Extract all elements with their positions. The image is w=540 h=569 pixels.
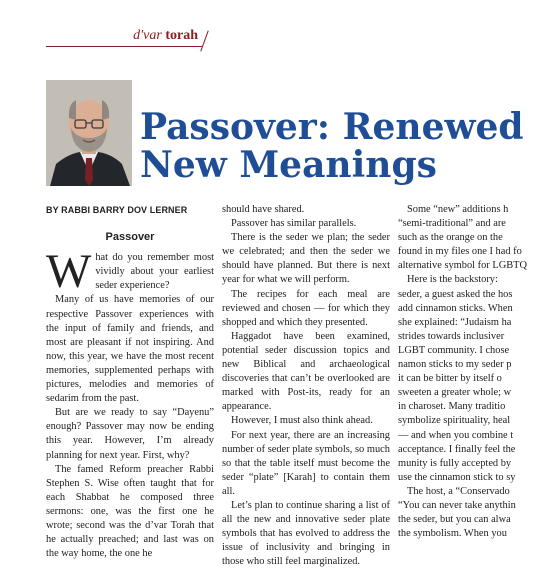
column-3-line: the seder, but you can alwa xyxy=(398,514,511,526)
column-3-line: symbolize spirituality, heal xyxy=(398,415,511,427)
byline: BY RABBI BARRY DOV LERNER xyxy=(46,205,188,215)
column-3-line: — and when you combine t xyxy=(398,429,514,441)
column-3-line: The host, a “Conservado xyxy=(407,485,510,497)
column-3-line: in charoset. Many traditio xyxy=(398,401,506,413)
column-3-line: add cinnamon sticks. When xyxy=(398,302,513,314)
paragraph: But are we ready to say “Dayenu” enough? Passover may now be ending this year. However, I’m already planning for next year. First, why? xyxy=(46,407,214,461)
column-3-line: alternative symbol for LGBTQ xyxy=(398,260,527,272)
column-3-line: such as the orange on the xyxy=(398,232,503,244)
column-3-line: found in my files one I had fo xyxy=(398,246,522,258)
column-3 xyxy=(398,203,528,541)
paragraph: For next year, there are an increasing number of seder plate symbols, so much so that the table itself must become the seder “plate” [Karah] to contain them all. xyxy=(222,429,390,497)
headline-line-2: New Meanings xyxy=(140,144,437,186)
column-3-line: “semi-traditional” and are xyxy=(398,218,506,230)
column-3-line: munity is fully accepted by xyxy=(398,457,512,469)
paragraph: However, I must also think ahead. xyxy=(231,415,373,427)
header-rule xyxy=(46,46,202,47)
header-slash xyxy=(200,30,208,51)
column-3-line: “You can never take anythin xyxy=(398,499,516,511)
column-3-line: sweeten a greater whole; w xyxy=(398,387,512,399)
intro-text: hat do you remember most vividly about your earliest seder experience? xyxy=(95,252,214,292)
section-header xyxy=(46,24,214,50)
author-portrait-graphic xyxy=(46,80,132,186)
paragraph: Haggadot have been examined, potential seder discussion topics and new Biblical and archaeological discoveries that can’t be overlooked are marked with Post-its, ready for an appearance. xyxy=(222,330,390,413)
column-3-line: acceptance. I finally feel the xyxy=(398,443,516,455)
column-2 xyxy=(222,203,390,569)
column-3-line: it can be bitter by itself o xyxy=(398,373,502,385)
section-label-torah: torah xyxy=(165,28,198,43)
paragraph: Let’s plan to continue sharing a list of all the new and innovative seder plate symbols that has evolved to address the issue of inclusivity and bringing in those who still feel marginalized. xyxy=(222,499,390,568)
column-3-line: she explained: “Judaism ha xyxy=(398,316,512,328)
column-3-line: Some “new” additions h xyxy=(407,204,509,215)
author-photo xyxy=(46,80,132,186)
section-label xyxy=(133,28,198,44)
paragraph: Passover has similar parallels. xyxy=(231,218,357,230)
column-3-line: LGBT community. I chose xyxy=(398,344,510,356)
column-3-line: use the cinnamon stick to sy xyxy=(398,471,516,483)
paragraph: Many of us have memories of our respective Passover experiences with the input of family and friends, and most are pleasant if not inspiring. And now, this year, we have the most recent memories, supplemented perhaps with pictures, melodies and memories of sedarim from the past. xyxy=(46,294,214,405)
column-3-line: seder, a guest asked the hos xyxy=(398,288,513,300)
paragraph: There is the seder we plan; the seder we celebrated; and then the seder we should have planned. But there is next year for what we will perform. xyxy=(222,232,390,286)
subhead: Passover xyxy=(105,231,155,244)
column-3-line: namon sticks to my seder p xyxy=(398,359,512,371)
column-1 xyxy=(46,203,214,561)
article-headline xyxy=(140,108,540,184)
intro-paragraph xyxy=(46,245,214,299)
paragraph: The famed Reform preacher Rabbi Stephen S. Wise often taught that for each Shabbat he composed three sermons: one, was the first one he wrote; second was the d’var Torah that he actually preached; and last was on the way home, the one he xyxy=(46,463,214,560)
column-3-line: Here is the backstory: xyxy=(407,274,498,286)
paragraph: The recipes for each meal are reviewed and chosen — for which they shopped and which they presented. xyxy=(222,288,390,328)
headline-line-1: Passover: Renewed xyxy=(140,106,524,148)
section-label-dvar: d'var xyxy=(133,28,162,43)
column-3-line: the symbolism. When you xyxy=(398,528,507,540)
column-3-line: strides towards inclusiver xyxy=(398,330,505,342)
paragraph: should have shared. xyxy=(222,204,305,215)
drop-cap: W xyxy=(46,245,92,299)
